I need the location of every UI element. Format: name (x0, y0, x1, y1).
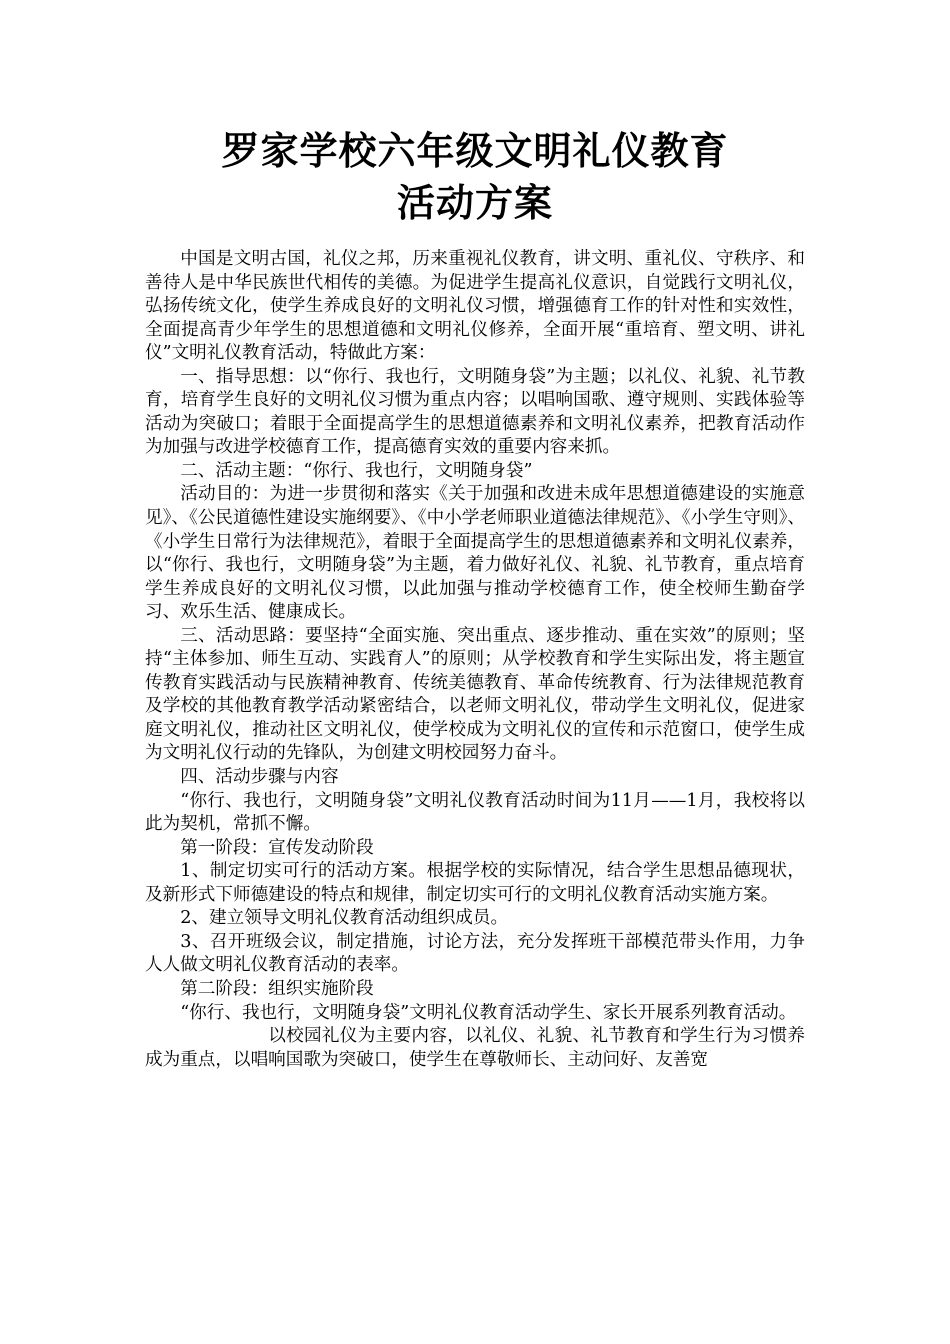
paragraph-stage-one-heading: 第一阶段：宣传发动阶段 (180, 837, 374, 858)
paragraph-stage-two-intro: “你行、我也行，文明随身袋”文明礼仪教育活动学生、家长开展系列教育活动。 (180, 1002, 797, 1023)
paragraph-intro: 中国是文明古国，礼仪之邦，历来重视礼仪教育，讲文明、重礼仪、守秩序、和善待人是中华民族世代相传的美德。为促进学生提高礼仪意识，自觉践行文明礼仪，弘扬传统文化，使学生养成良好的文明礼仪习惯，增强德育工作的针对性和实效性，全面提高青少年学生的思想道德和文明礼仪修养，全面开展“重培育、塑文明、讲礼仪”文明礼仪教育活动，特做此方案： (145, 249, 805, 364)
paragraph-stage-one-item-1: 1、制定切实可行的活动方案。根据学校的实际情况，结合学生思想品德现状，及新形式下师德建设的特点和规律，制定切实可行的文明礼仪教育活动实施方案。 (145, 861, 805, 905)
paragraph-activity-purpose: 活动目的：为进一步贯彻和落实《关于加强和改进未成年思想道德建设的实施意见》、《公民道德性建设实施纲要》、《中小学老师职业道德法律规范》、《小学生守则》、《小学生日常行为法律规范》，着眼于全面提高学生的思想道德素养和文明礼仪素养，以“你行、我也行，文明随身袋”为主题，着力做好礼仪、礼貌、礼节教育，重点培育学生养成良好的文明礼仪习惯，以此加强与推动学校德育工作，使全校师生勤奋学习、欢乐生活、健康成长。 (145, 484, 805, 623)
paragraph-stage-one-item-3: 3、召开班级会议，制定措施，讨论方法，充分发挥班干部模范带头作用，力争人人做文明礼仪教育活动的表率。 (145, 931, 805, 976)
paragraph-activity-approach: 三、活动思路：要坚持“全面实施、突出重点、逐步推动、重在实效”的原则；坚持“主体参加、师生互动、实践育人”的原则；从学校教育和学生实际出发，将主题宣传教育实践活动与民族精神教育、传统美德教育、革命传统教育、行为法律规范教育及学校的其他教育教学活动紧密结合，以老师文明礼仪，带动学生文明礼仪，促进家庭文明礼仪，推动社区文明礼仪，使学校成为文明礼仪的宣传和示范窗口，使学生成为文明礼仪行动的先锋队，为创建文明校园努力奋斗。 (145, 625, 805, 764)
paragraph-campus-etiquette: 以校园礼仪为主要内容，以礼仪、礼貌、礼节教育和学生行为习惯养成为重点，以唱响国歌为突破口，使学生在尊敬师长、主动问好、友善宽 (145, 1026, 805, 1070)
paragraph-activity-theme: 二、活动主题：“你行、我也行，文明随身袋” (180, 460, 533, 481)
document-body (145, 248, 805, 1072)
paragraph-activity-time: “你行、我也行，文明随身袋”文明礼仪教育活动时间为11月——1月，我校将以此为契机，常抓不懈。 (145, 790, 805, 835)
paragraph-guiding-thought: 一、指导思想：以“你行、我也行，文明随身袋”为主题；以礼仪、礼貌、礼节教育，培育学生良好的文明礼仪习惯为重点内容；以唱响国歌、遵守规则、实践体验等活动为突破口；着眼于全面提高学生的思想道德素养和文明礼仪素养，把教育活动作为加强与改进学校德育工作，提高德育实效的重要内容来抓。 (145, 366, 805, 458)
document-title-line-2: 活动方案 (396, 180, 553, 225)
document-title-line-1: 罗家学校六年级文明礼仪教育 (221, 128, 729, 173)
paragraph-stage-two-heading: 第二阶段：组织实施阶段 (180, 978, 374, 999)
paragraph-stage-one-item-2: 2、建立领导文明礼仪教育活动组织成员。 (180, 908, 509, 929)
paragraph-steps-heading: 四、活动步骤与内容 (180, 767, 339, 788)
